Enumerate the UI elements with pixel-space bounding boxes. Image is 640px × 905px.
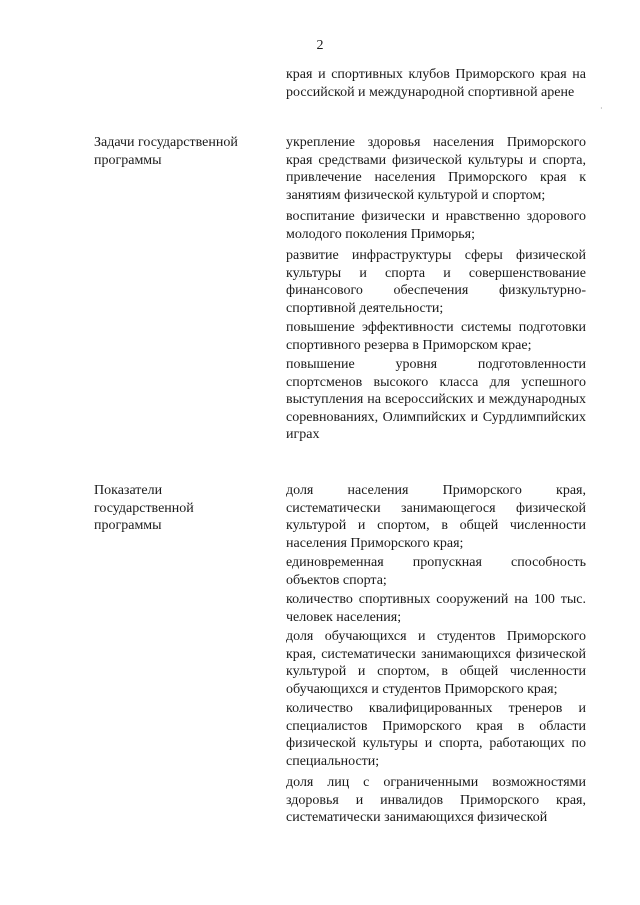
indicators-content [286, 482, 586, 829]
edge-mark: · [600, 104, 603, 113]
tasks-item: повышение эффективности системы подготовки спортивного резерва в Приморском крае; [286, 320, 586, 353]
tasks-content [286, 134, 586, 446]
indicators-item: доля обучающихся и студентов Приморского края, систематически занимающихся физической культурой и спортом, в общей численности обучающихся и студентов Приморского края; [286, 629, 586, 697]
indicators-item: количество квалифицированных тренеров и специалистов Приморского края в области физической культуры и спорта, работающих по специальности; [286, 701, 586, 769]
indicators-item: доля лиц с ограниченными возможностями здоровья и инвалидов Приморского края, систематически занимающихся физической [286, 775, 586, 825]
tasks-item: развитие инфраструктуры сферы физической культуры и спорта и совершенствование финансового обеспечения физкультурно-спортивной деятельности; [286, 248, 586, 316]
continuation-paragraph: края и спортивных клубов Приморского края на российской и международной спортивной арене [286, 67, 586, 100]
tasks-item: повышение уровня подготовленности спортсменов высокого класса для успешного выступления на всероссийских и международных соревнованиях, Олимпийских и Сурдлимпийских играх [286, 357, 586, 442]
tasks-item: укрепление здоровья населения Приморского края средствами физической культуры и спорта, привлечение населения Приморского края к занятиям физической культурой и спортом; [286, 135, 586, 203]
tasks-item: воспитание физически и нравственно здорового молодого поколения Приморья; [286, 209, 586, 242]
continuation-text [286, 66, 586, 103]
indicators-item: количество спортивных сооружений на 100 тыс. человек населения; [286, 592, 586, 625]
indicators-item: единовременная пропускная способность объектов спорта; [286, 555, 586, 588]
indicators-item: доля населения Приморского края, систематически занимающегося физической культурой и спортом, в общей численности населения Приморского края; [286, 483, 586, 551]
page-number: 2 [316, 38, 324, 53]
indicators-label: Показатели государственной программы [94, 483, 194, 533]
tasks-label: Задачи государственной программы [94, 135, 238, 168]
